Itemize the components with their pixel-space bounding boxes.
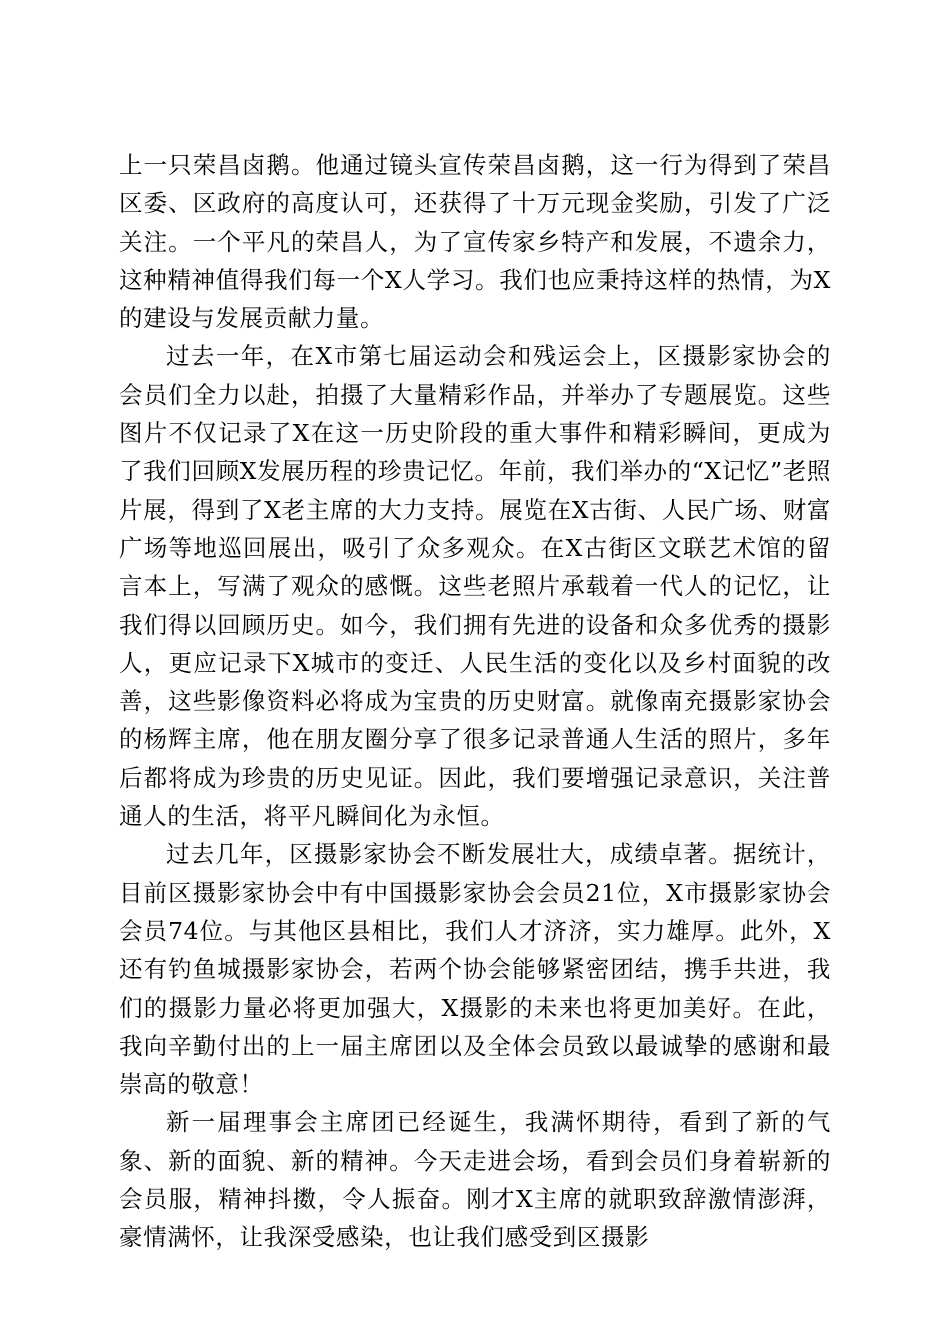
document-body (119, 146, 831, 1257)
paragraph-2: 过去一年，在X市第七届运动会和残运会上，区摄影家协会的会员们全力以赴，拍摄了大量精彩作品，并举办了专题展览。这些图片不仅记录了X在这一历史阶段的重大事件和精彩瞬间，更成为了我们回顾X发展历程的珍贵记忆。年前，我们举办的“X记忆”老照片展，得到了X老主席的大力支持。展览在X古街、人民广场、财富广场等地巡回展出，吸引了众多观众。在X古街区文联艺术馆的留言本上，写满了观众的感慨。这些老照片承载着一代人的记忆，让我们得以回顾历史。如今，我们拥有先进的设备和众多优秀的摄影人，更应记录下X城市的变迁、人民生活的变化以及乡村面貌的改善，这些影像资料必将成为宝贵的历史财富。就像南充摄影家协会的杨辉主席，他在朋友圈分享了很多记录普通人生活的照片，多年后都将成为珍贵的历史见证。因此，我们要增强记录意识，关注普通人的生活，将平凡瞬间化为永恒。 (119, 342, 831, 831)
paragraph-1: 上一只荣昌卤鹅。他通过镜头宣传荣昌卤鹅，这一行为得到了荣昌区委、区政府的高度认可，还获得了十万元现金奖励，引发了广泛关注。一个平凡的荣昌人，为了宣传家乡特产和发展，不遗余力，这种精神值得我们每一个X人学习。我们也应秉持这样的热情，为X的建设与发展贡献力量。 (119, 151, 831, 333)
paragraph-3: 过去几年，区摄影家协会不断发展壮大，成绩卓著。据统计，目前区摄影家协会中有中国摄影家协会会员21位，X市摄影家协会会员74位。与其他区县相比，我们人才济济，实力雄厚。此外，X还有钓鱼城摄影家协会，若两个协会能够紧密团结，携手共进，我们的摄影力量必将更加强大，X摄影的未来也将更加美好。在此，我向辛勤付出的上一届主席团以及全体会员致以最诚挚的感谢和最崇高的敬意！ (119, 840, 831, 1099)
paragraph-4: 新一届理事会主席团已经诞生，我满怀期待，看到了新的气象、新的面貌、新的精神。今天走进会场，看到会员们身着崭新的会员服，精神抖擞，令人振奋。刚才X主席的就职致辞激情澎湃，豪情满怀，让我深受感染，也让我们感受到区摄影 (119, 1108, 831, 1252)
